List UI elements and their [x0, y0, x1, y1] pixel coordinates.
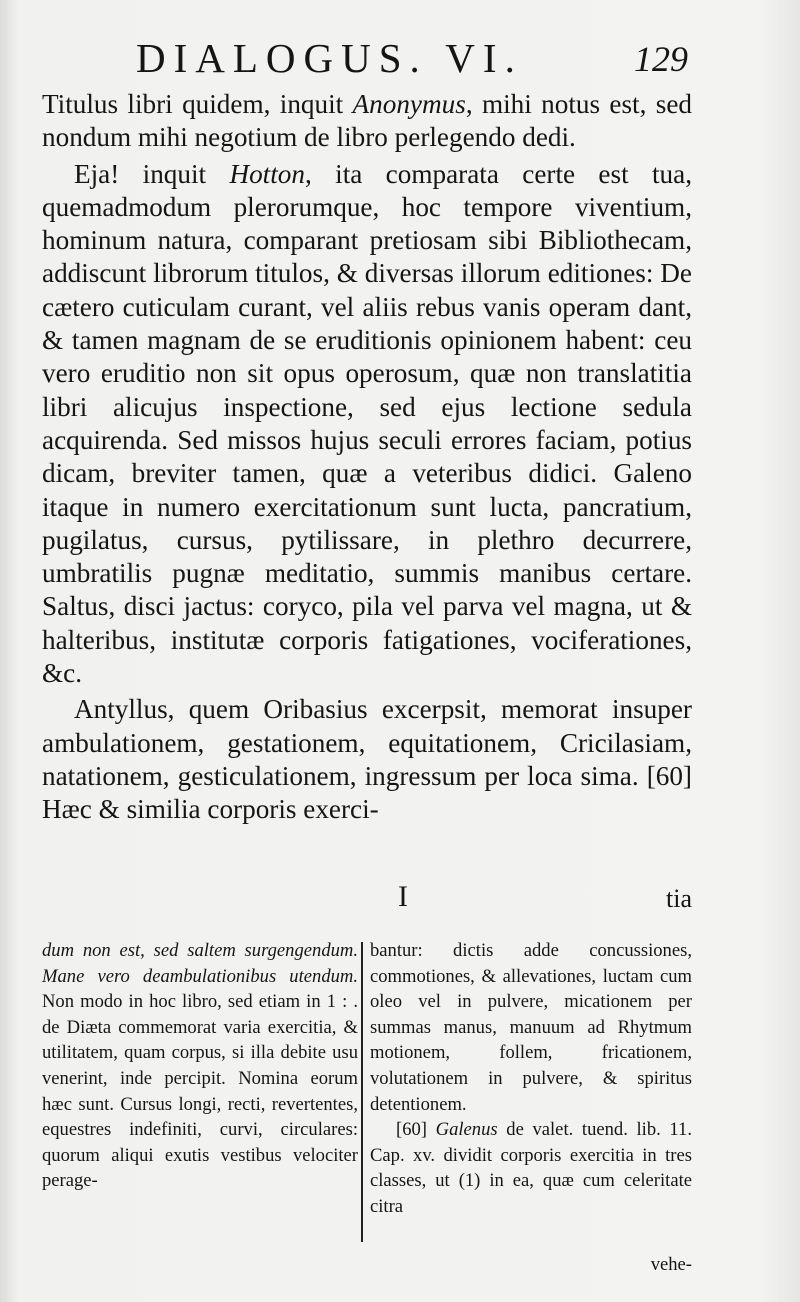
paragraph-3 — [42, 693, 692, 826]
italic-text: Hotton — [229, 158, 305, 189]
text-segment: [60] — [396, 1119, 436, 1141]
text-segment: bantur: dictis adde concussiones, commotiones, & allevationes, luctam cum oleo vel in pulvere, micationem per summas manus, manuum ad Rhytmum motionem, follem, fricationem, volutationem in pulvere, & spiritus detentionem. — [370, 940, 692, 1115]
footnote-column-right — [370, 938, 692, 1220]
paragraph-2 — [42, 158, 692, 691]
italic-text: dum non est, sed saltem surgengendum. Mane vero deambulationibus utendum. — [42, 940, 358, 987]
footnote-column-left — [42, 938, 358, 1194]
text-segment: de valet. tuend. lib. 11. Cap. xv. dividit corporis exercitia in tres classes, ut (1) in ea, quæ cum celeritate citra — [370, 1119, 692, 1217]
text-segment: Antyllus, quem Oribasius excerpsit, memorat insuper ambulationem, gestationem, equitationem, Cricilasiam, natationem, gesticulationem, ingressum per loca sima. [60] Hæc & similia corporis exerci- — [42, 694, 692, 825]
main-text — [42, 88, 692, 827]
page-header — [136, 34, 696, 90]
footnote-left-1 — [42, 938, 358, 1194]
footnote-right-1 — [370, 938, 692, 1117]
page-number: 129 — [634, 39, 688, 79]
text-segment: Non modo in hoc libro, sed etiam in 1 : . de Diæta commemorat varia exercitia, & utilitatem, quam corpus, si illa debite usu venerint, inde percipit. Nomina eorum hæc sunt. Cursus longi, recti, revertentes, equestres indefiniti, curvi, circulares: quorum aliqui exutis vestibus velociter perage- — [42, 991, 358, 1192]
text-segment: Eja! inquit — [74, 158, 230, 189]
text-segment: , mihi notus est, sed nondum mihi negotium de libro perlegendo dedi. — [42, 89, 692, 153]
signature-mark: I — [398, 880, 408, 913]
text-segment: Titulus libri quidem, inquit — [42, 89, 353, 119]
italic-text: Galenus — [435, 1119, 498, 1141]
italic-text: Anonymus — [352, 89, 466, 119]
paragraph-1 — [42, 88, 692, 155]
footnote-right-2 — [370, 1117, 692, 1219]
running-title: DIALOGUS. VI. — [136, 35, 523, 81]
footnotes — [42, 938, 692, 1275]
footnote-catchword: vehe- — [650, 1254, 692, 1275]
catchword: tia — [666, 884, 692, 913]
text-segment: , ita comparata certe est tua, quemadmodum plerorumque, hoc tempore viventium, hominum natura, comparant pretiosam sibi Bibliothecam, addiscunt librorum titulos, & diversas illorum editiones: De cætero cuticulam curant, vel aliis rebus vanis operam dant, & tamen magnam de se eruditionis opinionem habent: ceu vero eruditio non sit opus operosum, quæ non translatitia libri alicujus inspectione, sed ejus lectione sedula acquirenda. Sed missos hujus seculi errores faciam, potius dicam, breviter tamen, quæ a veteribus didici. Galeno itaque in numero exercitationum sunt lucta, pancratium, pugilatus, cursus, pytilissare, in plethro decurrere, umbratilis pugnæ meditatio, summis manibus certare. Saltus, disci jactus: coryco, pila vel parva vel magna, ut & halteribus, institutæ corporis fatigationes, vociferationes, &c. — [42, 158, 692, 689]
column-divider — [361, 942, 363, 1242]
